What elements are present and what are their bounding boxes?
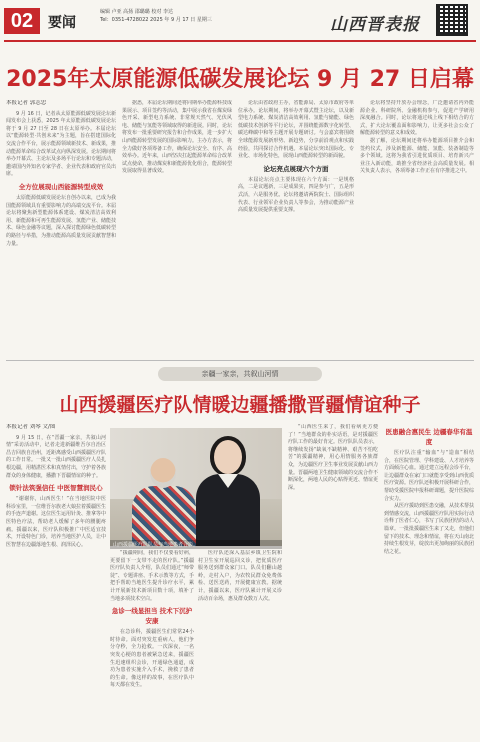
date-line: Tel：0351-4728022 2025 年 9 月 17 日 星期三 [100, 17, 212, 23]
article2-headline: 山西援疆医疗队情暖边疆播撒晋疆情谊种子 [59, 394, 421, 416]
article1-column-3 [238, 100, 354, 355]
article1-byline: 本报记者 郭志忠 [6, 100, 47, 106]
doctor-figure [214, 440, 242, 474]
article2-subhead-2: 急诊一线显担当 技术下沉护安康 [111, 607, 193, 626]
editors-line: 编辑 卢亚 高扬 邵璐璐 校对 李达 [100, 9, 173, 15]
article2-column-2 [110, 550, 194, 738]
article1-paragraph: 9 月 16 日，记者从太原能源低碳发展论坛新闻发布会上获悉，2025 年太原能源低碳发展论坛将于 9 月 27 日至 28 日在太原举办。本届论坛以“能源转型·共创未来”为主题，旨在搭建国际化交流合作平台，展示能源领域新技术、新成果，推动能源革命综合改革试点向纵深发展。论坛期间将举办开幕式、主论坛及多场平行论坛和专题活动，邀请国内外知名专家学者、企业代表和政府官员出席。 [6, 110, 116, 178]
newspaper-masthead: 山西晋表报 [330, 15, 420, 35]
article1-subhead-1: 全方位展现山西能源转型成效 [18, 182, 104, 191]
article1-paragraph: 本届论坛亮点主要体现在六个方面：一是规格高，二是议题新，三是成果实，四是参与广，五是形式活，六是服务优。论坛将邀请两院院士、国际组织代表、行业领军企业负责人等参会，为推动能源产业高质量发展提供重要支撑。 [238, 176, 354, 214]
article2-paragraph: 从医疗援助到医患交融，从技术帮扶到情感交流，山西援疆医疗队用实际行动诠释了医者仁心，书写了民族团结的动人篇章。一批批援疆医生来了又走，但他们留下的技术、理念和情谊，将在天山南北持续生根发芽，绽放出更加绚丽的民族团结之花。 [384, 503, 474, 555]
article2-paragraph: “谢谢你，山西医生！”在当地医院中医科诊室里，一位维吾尔族老大娘拉着援疆医生的手连声道谢。这位医生运用针灸、推拿等中医特色疗法，帮助老人缓解了多年的腰腿疼痛。援疆以来，医疗队积极推广中医适宜技术，开设特色门诊，培养当地医护人员，让中医智慧在边疆落地生根、润泽民心。 [6, 496, 106, 548]
article2-paragraph: “山西医生来了，我们看病更方便了！”当地群众的朴实话语，是对援疆医疗队工作的最好肯定。医疗队队员表示，将继续发扬“缺氧不缺精神、艰苦不怕吃苦”的援疆精神，用心用情服务各族群众，为边疆医疗卫生事业发展贡献山西力量。晋疆两地卫生健康领域的交流合作不断深化，两地人民的心贴得更近、情谊更深。 [288, 424, 378, 491]
article2-column-3 [198, 550, 282, 738]
qr-code-icon [436, 4, 468, 36]
article2-paragraph: “援疆期间，我们不仅要看好病，更要留下一支带不走的医疗队。”援疆医疗队负责人介绍，队员们通过“师带徒”、专题讲座、手术示教等方式，手把手帮助当地医生提升诊疗水平，累计开展新技术新项目数十项，填补了当地多项技术空白。 [110, 550, 194, 602]
page-number-badge: 02 [4, 8, 40, 34]
article2-column-5 [384, 424, 474, 738]
photo-caption: 山西援疆医疗队队员与当地患者合影。 [110, 540, 282, 549]
article1-column-4 [360, 100, 474, 355]
page-header [0, 0, 480, 48]
article1-column-1 [6, 100, 116, 355]
article2-paragraph: 医疗队注重“输血”与“造血”相结合，在医院管理、学科建设、人才培养等方面倾注心血。通过建立远程会诊平台，让边疆群众在家门口就能享受到山西优质医疗资源。医疗队还积极开展科研合作，帮助受援医院申报科研课题，提升医院综合实力。 [384, 450, 474, 502]
article2-paragraph: 9 月 15 日，在“晋疆一家亲，共叙山河情”采访活动中，记者走进新疆维吾尔自治区昌吉回族自治州，近距离感受山西援疆医疗队的工作日常。一批又一批山西援疆医疗人员扎根边疆，用精湛医术和真情付出，守护着各族群众的身体健康，播撒下晋疆情谊的种子。 [6, 434, 106, 479]
editors-info [100, 8, 212, 24]
article-divider [6, 360, 474, 361]
section-title: 要闻 [48, 15, 76, 31]
article2-column-4 [288, 424, 378, 738]
article1-paragraph: 太原能源低碳发展论坛自创办以来，已成为我国能源领域具有重要影响力的高端交流平台。本届论坛将聚焦新型能源体系建设、煤炭清洁高效利用、新能源和可再生能源发展、氢能产业、储能技术、绿色金融等议题，深入探讨能源绿色低碳转型的路径与举措，为推动能源高质量发展贡献智慧和力量。 [6, 194, 116, 247]
article1-headline: 2025年太原能源低碳发展论坛 9 月 27 日启幕 [6, 67, 474, 92]
article2-kicker: 亲疆一家亲，共叙山河情 [158, 367, 322, 381]
article2-byline: 本报记者 刘琴 文/图 [6, 424, 56, 430]
article2-paragraph: 医疗队还深入基层乡镇卫生院和村卫生室开展巡回义诊，把优质医疗服务送到群众家门口。队员们翻山越岭，走村入户，为农牧民群众免费体检、送医送药，开展健康宣教。据统计，援疆以来，医疗队累计开展义诊活动百余场，惠及群众数万人次。 [198, 550, 282, 602]
article1-paragraph: 论坛由省政府主办，省能源局、太原市政府等单位承办。论坛期间，将举办开幕式暨主论坛，以及新型电力系统、煤炭清洁高效利用、氢能与储能、绿色低碳技术创新等平行论坛，并围绕能源数字化转型、碳达峰碳中和等主题开展专题研讨。与会嘉宾将围绕全球能源发展新形势、新趋势，分享前沿观点和实践经验，共同探讨合作机遇。本届论坛突出国际化、专业化、市场化特色，展现山西能源转型的新面貌。 [238, 100, 354, 160]
article1-paragraph: 据了解，论坛期间还将举办能源项目推介会和签约仪式，涉及新能源、储能、氢能、装备制造等多个领域。这将为我省引进优质项目、培育新兴产业注入新动能，助推全省经济社会高质量发展。相关负责人表示，各项筹备工作正在有序推进之中。 [360, 137, 474, 175]
article1-subhead-2: 论坛亮点展现六个方面 [263, 164, 329, 173]
article2-subhead-3: 医患融合惠民生 边疆春华有温度 [385, 428, 473, 446]
article2-paragraph: 在急诊科，援疆医生们常常24小时待命。面对突发危重病人，他们争分夺秒，全力抢救。一次深夜，一名突发心梗的患者被紧急送来，援疆医生迅速组织会诊，开通绿色通道，成功为患者实施介入手术，挽救了患者的生命。像这样的故事，在医疗队中每天都在发生。 [110, 629, 194, 689]
article2-column-1 [6, 424, 106, 738]
patient-figure [132, 486, 196, 546]
header-divider [4, 40, 476, 42]
article1-column-2 [122, 100, 232, 355]
article2-subhead-1: 锁针法筑强信任 中医智慧润民心 [9, 484, 103, 493]
article1-paragraph: 据悉，本届论坛期间还将同期举办能源科技成果展示、项目签约等活动，集中展示我省在煤炭绿色开采、新型电力系统、非常规天然气、光伏风电、储能与氢能等领域取得的新进展。同时，论坛将发布一批重要研究报告和合作成果，进一步扩大山西能源转型发展的国际影响力。主办方表示，将全力做好各项筹备工作，确保论坛安全、有序、高效举办。近年来，山西坚决扛起能源革命综合改革试点使命，推动煤炭和新能源优化组合，能源转型发展取得显著成效。 [122, 100, 232, 175]
article1-paragraph: 论坛将坚持开放办会理念，广泛邀请省内外能源企业、科研院所、金融机构参与，促进产学研用深度融合。同时，论坛将通过线上线下相结合的方式，扩大论坛覆盖面和影响力，让更多社会公众了解能源转型的意义和成效。 [360, 100, 474, 137]
article2-photo [110, 428, 282, 546]
